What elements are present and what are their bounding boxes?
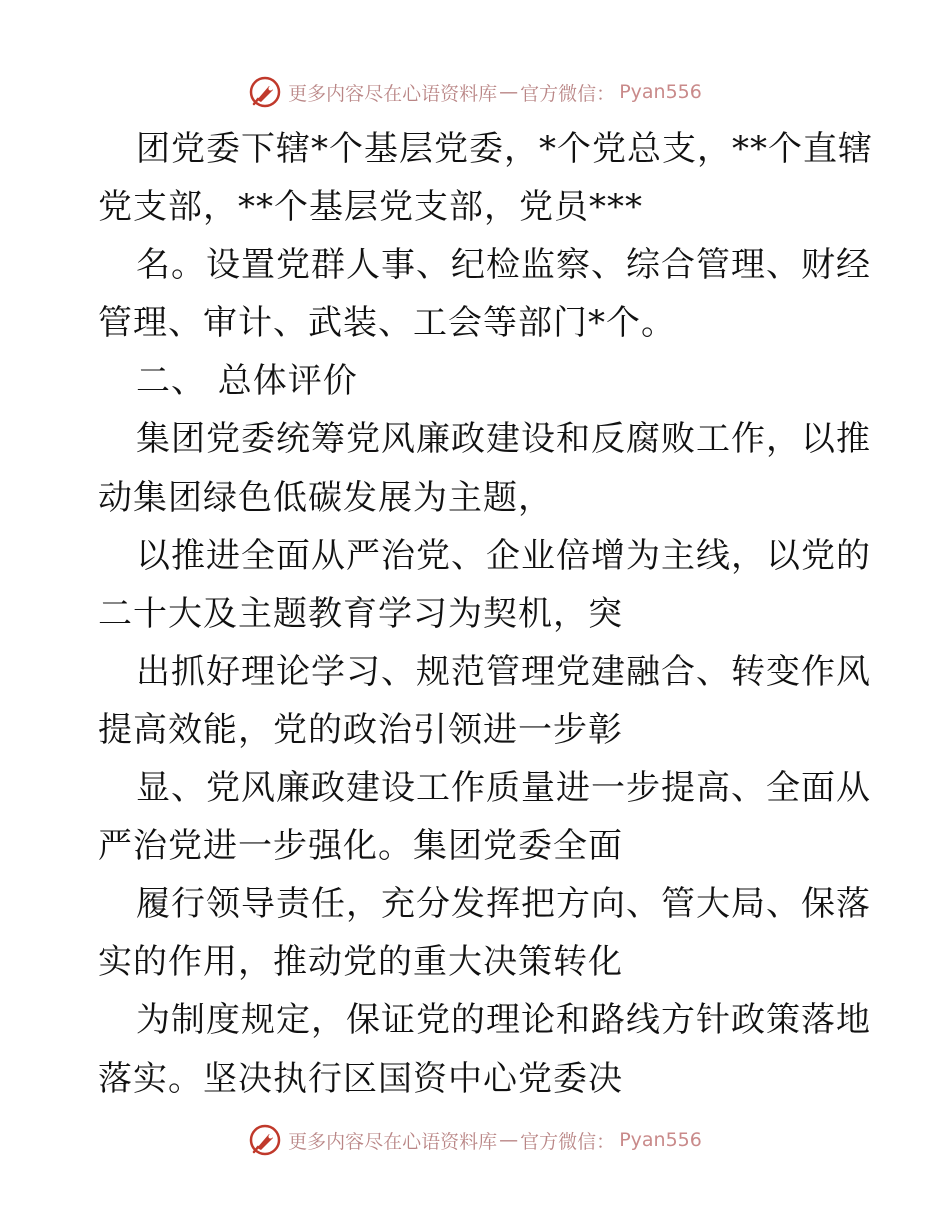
watermark-wechat-id: Pyan556 xyxy=(619,1129,702,1151)
body-line: 管理、审计、武装、工会等部门*个。 xyxy=(98,303,676,344)
body-line: 履行领导责任，充分发挥把方向、管大局、保落 xyxy=(136,884,871,925)
body-line: 提高效能，党的政治引领进一步彰 xyxy=(98,709,623,750)
body-line: 集团党委统筹党风廉政建设和反腐败工作，以推 xyxy=(136,419,871,460)
body-line: 以推进全面从严治党、企业倍增为主线，以党的 xyxy=(136,535,871,576)
body-line: 显、党风廉政建设工作质量进一步提高、全面从 xyxy=(136,768,871,809)
body-line: 实的作用，推动党的重大决策转化 xyxy=(98,942,623,983)
body-line: 出抓好理论学习、规范管理党建融合、转变作风 xyxy=(136,651,871,692)
footer-watermark xyxy=(0,1120,950,1160)
body-line: 严治党进一步强化。集团党委全面 xyxy=(98,826,623,867)
document-body xyxy=(98,120,873,1108)
body-line: 党支部，**个基层党支部，党员*** xyxy=(98,187,643,228)
watermark-separator: — xyxy=(499,81,519,103)
watermark-wechat-id: Pyan556 xyxy=(619,81,702,103)
body-line: 团党委下辖*个基层党委，*个党总支，**个直辖 xyxy=(136,129,873,169)
body-line: 名。设置党群人事、纪检监察、综合管理、财经 xyxy=(136,245,871,286)
body-line: 动集团绿色低碳发展为主题， xyxy=(98,477,553,518)
body-line: 落实。坚决执行区国资中心党委决 xyxy=(98,1058,623,1099)
watermark-text: 更多内容尽在心语资料库 xyxy=(288,82,498,105)
watermark-contact-label: 官方微信： xyxy=(520,82,616,105)
body-line: 二、 总体评价 xyxy=(136,361,358,402)
body-line: 为制度规定，保证党的理论和路线方针政策落地 xyxy=(136,1000,871,1041)
watermark-contact-label: 官方微信： xyxy=(520,1130,616,1153)
header-watermark xyxy=(0,72,950,112)
watermark-text: 更多内容尽在心语资料库 xyxy=(288,1130,498,1153)
pen-nib-icon xyxy=(248,75,282,109)
body-line: 二十大及主题教育学习为契机，突 xyxy=(98,593,623,634)
pen-nib-icon xyxy=(248,1123,282,1157)
watermark-separator: — xyxy=(499,1129,519,1151)
